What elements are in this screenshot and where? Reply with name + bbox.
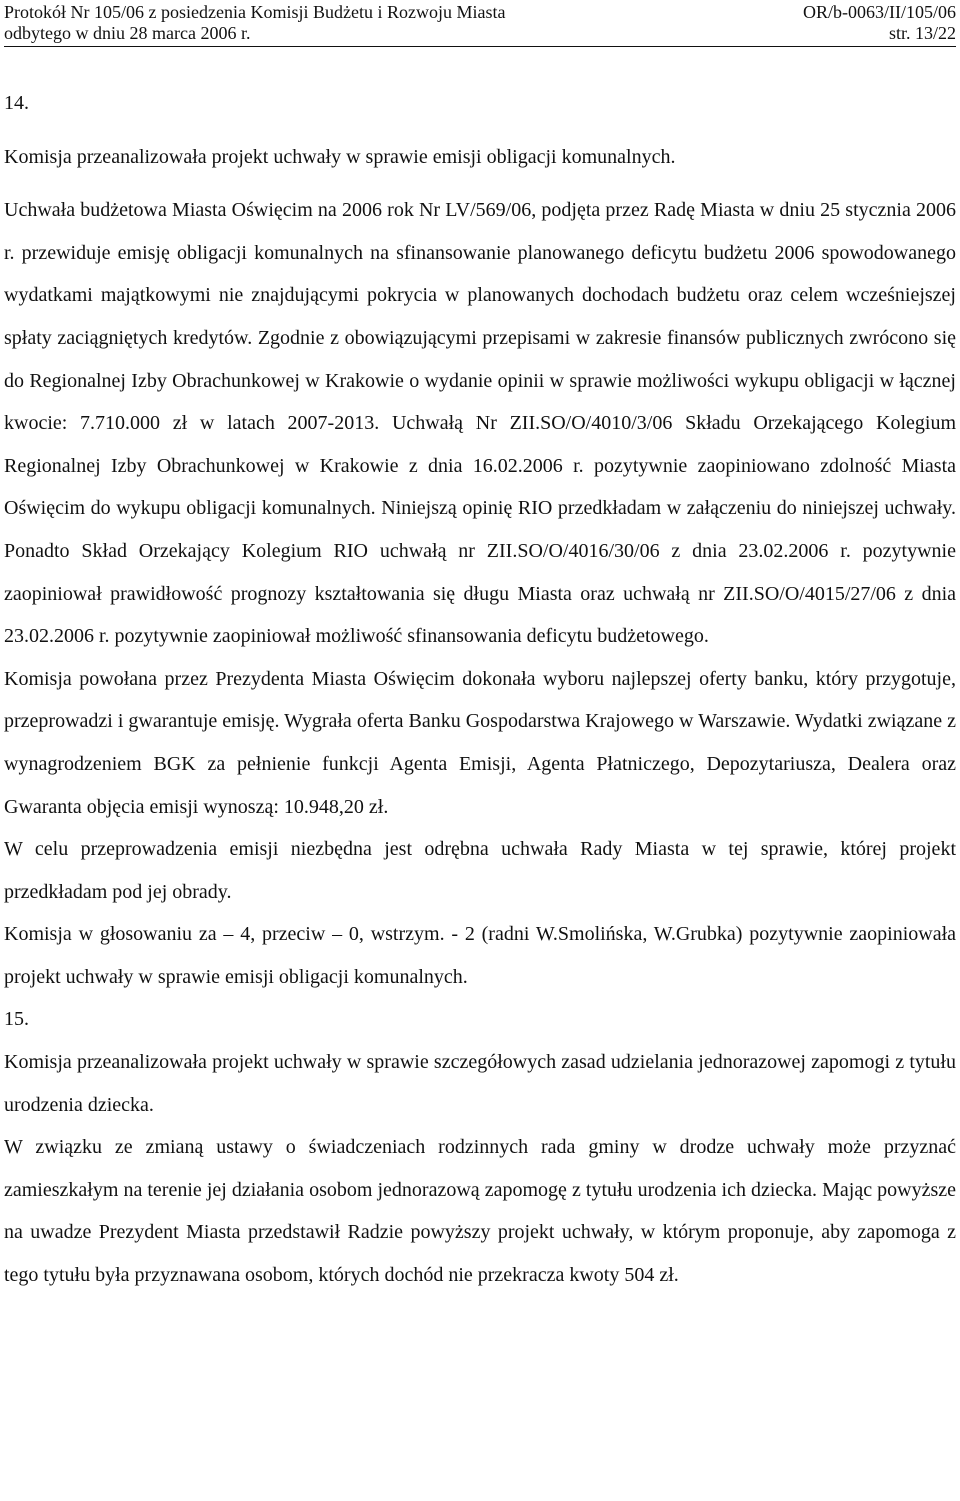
paragraph-family-benefits: W związku ze zmianą ustawy o świadczeniach rodzinnych rada gminy w drodze uchwały może przyznać zamieszkałym na terenie jej działania osobom jednorazową zapomogę z tytułu urodzenia ich dziecka. Mając powyższe na uwadze Prezydent Miasta przedstawił Radzie powyższy projekt uchwały, w którym proponuje, aby zapomoga z tego tytułu była przyznawana osobom, których dochód nie przekracza kwoty 504 zł.	[4, 1136, 956, 1287]
section-15-number: 15.	[4, 1008, 29, 1031]
paragraph-budget-resolution: Uchwała budżetowa Miasta Oświęcim na 2006 rok Nr LV/569/06, podjęta przez Radę Miasta w dniu 25 stycznia 2006 r. przewiduje emisję obligacji komunalnych na sfinansowanie planowanego deficytu budżetu 2006 spowodowanego wydatkami majątkowymi nie znajdującymi pokrycia w planowanych dochodach budżetu oraz celem wcześniejszej spłaty zaciągniętych kredytów. Zgodnie z obowiązującymi przepisami w zakresie finansów publicznych zwrócono się do Regionalnej Izby Obrachunkowej w Krakowie o wydanie opinii w sprawie możliwości wykupu obligacji w łącznej kwocie: 7.710.000 zł w latach 2007-2013. Uchwałą Nr ZII.SO/O/4010/3/06 Składu Orzekającego Kolegium Regionalnej Izby Obrachunkowej w Krakowie z dnia 16.02.2006 r. pozytywnie zaopiniowano zdolność Miasta Oświęcim do wykupu obligacji komunalnych. Niniejszą opinię RIO przedkładam w załączeniu do niniejszej uchwały. Ponadto Skład Orzekający Kolegium RIO uchwałą nr ZII.SO/O/4016/30/06 z dnia 23.02.2006 r. pozytywnie zaopiniował prawidłowość prognozy kształtowania się długu Miasta oraz uchwałą nr ZII.SO/O/4015/27/06 z dnia 23.02.2006 r. pozytywnie zaopiniował możliwość sfinansowania deficytu budżetowego.	[4, 199, 956, 648]
document-body	[4, 82, 956, 1297]
paragraph-separate-resolution: W celu przeprowadzenia emisji niezbędna jest odrębna uchwała Rady Miasta w tej sprawie, której projekt przedkładam pod jej obrady.	[4, 838, 956, 903]
paragraph-vote-result: Komisja w głosowaniu za – 4, przeciw – 0, wstrzym. - 2 (radni W.Smolińska, W.Grubka) pozytywnie zaopiniowała projekt uchwały w sprawie emisji obligacji komunalnych.	[4, 923, 956, 988]
page-number: str. 13/22	[888, 23, 956, 43]
header-row-1	[4, 2, 956, 23]
protocol-title: Protokół Nr 105/06 z posiedzenia Komisji Budżetu i Rozwoju Miasta	[4, 2, 506, 22]
document-reference: OR/b-0063/II/105/06	[803, 2, 956, 22]
meeting-date: odbytego w dniu 28 marca 2006 r.	[4, 23, 251, 43]
header-row-2	[4, 23, 956, 44]
paragraph-bank-selection: Komisja powołana przez Prezydenta Miasta Oświęcim dokonała wyboru najlepszej oferty banku, który przygotuje, przeprowadzi i gwarantuje emisję. Wygrała oferta Banku Gospodarstwa Krajowego w Warszawie. Wydatki związane z wynagrodzeniem BGK za pełnienie funkcji Agenta Emisji, Agenta Płatniczego, Depozytariusza, Dealera oraz Gwaranta objęcia emisji wynoszą: 10.948,20 zł.	[4, 667, 956, 818]
paragraph-committee-analysis-allowance: Komisja przeanalizowała projekt uchwały w sprawie szczegółowych zasad udzielania jednorazowej zapomogi z tytułu urodzenia dziecka.	[4, 1051, 956, 1116]
paragraph-committee-analysis-bonds: Komisja przeanalizowała projekt uchwały w sprawie emisji obligacji komunalnych.	[4, 145, 676, 168]
section-14-number: 14.	[4, 92, 29, 114]
page-header	[4, 2, 956, 47]
